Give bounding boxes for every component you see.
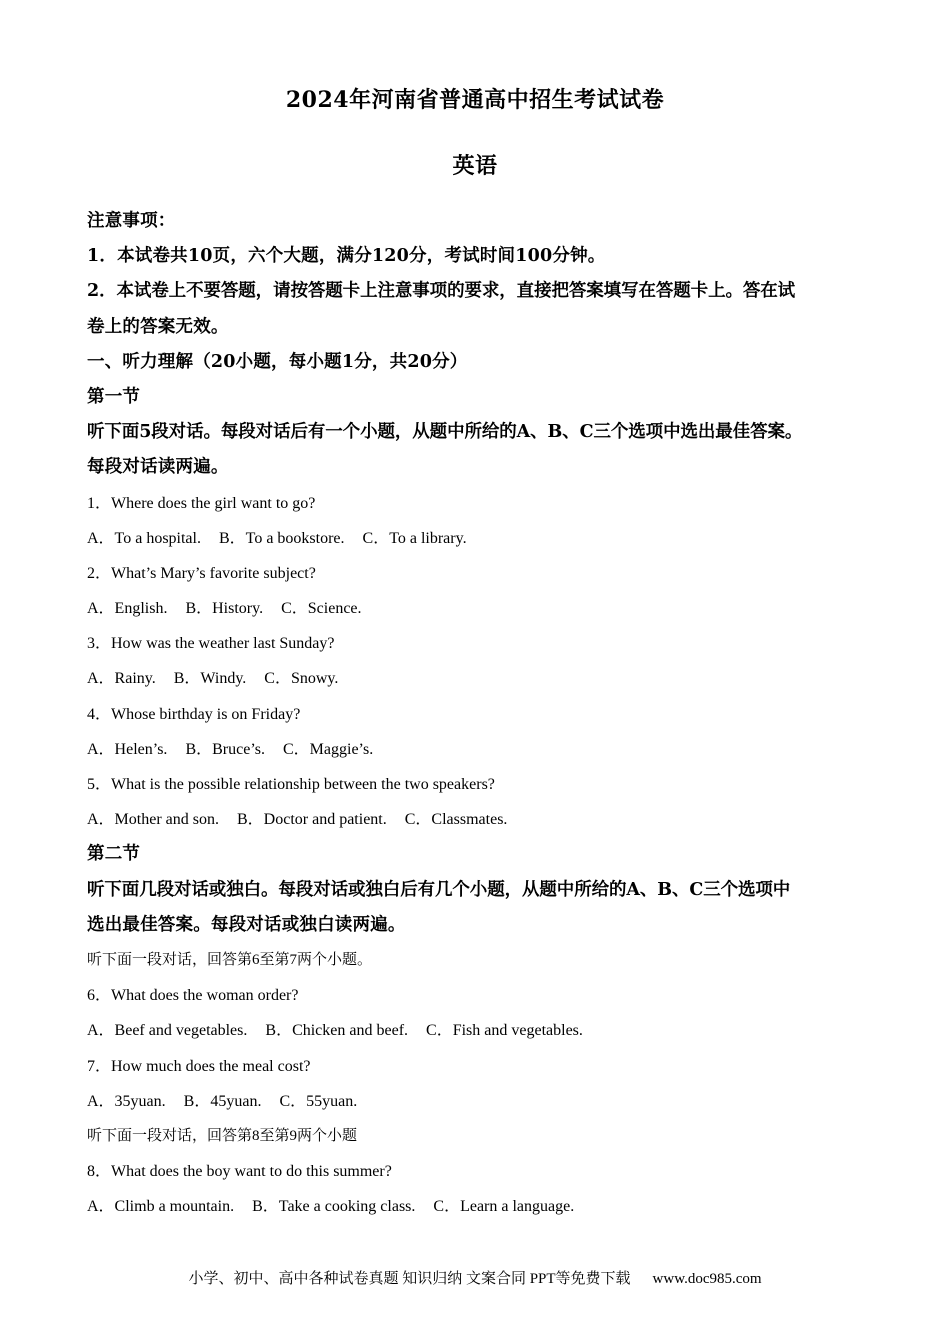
question-1: 1．Where does the girl want to go? [87,494,316,512]
question-2-options [87,591,877,626]
option-b: B．To a bookstore. [218,529,345,547]
section2-instruction-line1: 听下面几段对话或独白。每段对话或独白后有几个小题，从题中所给的A、B、C三个选项中 [87,879,791,900]
question-5-options [87,802,877,837]
question-3: 3．How was the weather last Sunday? [87,635,335,653]
option-c: C．Science. [281,600,362,618]
page-footer [0,1268,950,1290]
option-b: B．Bruce’s. [185,740,265,758]
dialogue-note-2: 听下面一段对话，回答第8至第9两个小题 [87,1127,358,1144]
option-a: A．Mother and son. [87,811,219,829]
question-6-options [87,1013,877,1048]
question-7-options [87,1084,877,1119]
part1-heading: 一、听力理解（20小题，每小题1分，共20分） [87,351,468,372]
exam-subject: 英语 [452,153,498,179]
option-b: B．Windy. [173,670,247,688]
option-c: C．Learn a language. [433,1198,575,1216]
option-b: B．Take a cooking class. [252,1198,416,1216]
option-c: C．Classmates. [404,811,508,829]
question-2: 2．What’s Mary’s favorite subject? [87,564,316,582]
section1-instruction-line2: 每段对话读两遍。 [87,457,229,478]
option-a: A．To a hospital. [87,529,201,547]
section2-instruction-line2: 选出最佳答案。每段对话或独白读两遍。 [87,914,406,935]
option-a: A．35yuan. [87,1092,166,1110]
footer-text: 小学、初中、高中各种试卷真题 知识归纳 文案合同 PPT等免费下载 [188,1271,631,1287]
question-3-options [87,661,877,696]
question-8-options [87,1189,877,1224]
option-c: C．Fish and vegetables. [426,1022,583,1040]
question-7: 7．How much does the meal cost? [87,1057,311,1075]
section1-label: 第一节 [87,386,141,407]
option-c: C．Snowy. [264,670,339,688]
notice-item-2-line1: 2．本试卷上不要答题，请按答题卡上注意事项的要求，直接把答案填写在答题卡上。答在试 [87,281,796,302]
option-a: A．Helen’s. [87,740,168,758]
option-c: C．Maggie’s. [283,740,374,758]
question-8: 8．What does the boy want to do this summer? [87,1163,392,1181]
option-a: A．Beef and vegetables. [87,1022,248,1040]
option-a: A．English. [87,600,168,618]
notice-item-1: 1．本试卷共10页，六个大题，满分120分，考试时间100分钟。 [87,246,606,267]
notice-heading: 注意事项： [87,211,176,231]
question-4: 4．Whose birthday is on Friday? [87,705,301,723]
option-c: C．To a library. [362,529,467,547]
option-b: B．Chicken and beef. [265,1022,409,1040]
exam-content [87,204,877,1224]
footer-site-link[interactable]: www.doc985.com [652,1271,762,1287]
option-a: A．Climb a mountain. [87,1198,235,1216]
option-b: B．History. [185,600,264,618]
section2-label: 第二节 [87,844,141,865]
section1-instruction-line1: 听下面5段对话。每段对话后有一个小题，从题中所给的A、B、C三个选项中选出最佳答案。 [87,422,803,443]
question-6: 6．What does the woman order? [87,987,299,1005]
notice-item-2-line2: 卷上的答案无效。 [87,316,229,337]
option-b: B．45yuan. [183,1092,262,1110]
question-1-options [87,521,877,556]
option-a: A．Rainy. [87,670,156,688]
option-b: B．Doctor and patient. [237,811,387,829]
question-4-options [87,732,877,767]
dialogue-note-1: 听下面一段对话，回答第6至第7两个小题。 [87,951,373,968]
option-c: C．55yuan. [279,1092,358,1110]
question-5: 5．What is the possible relationship between the two speakers? [87,776,495,793]
exam-title: 2024年河南省普通高中招生考试试卷 [285,87,665,113]
